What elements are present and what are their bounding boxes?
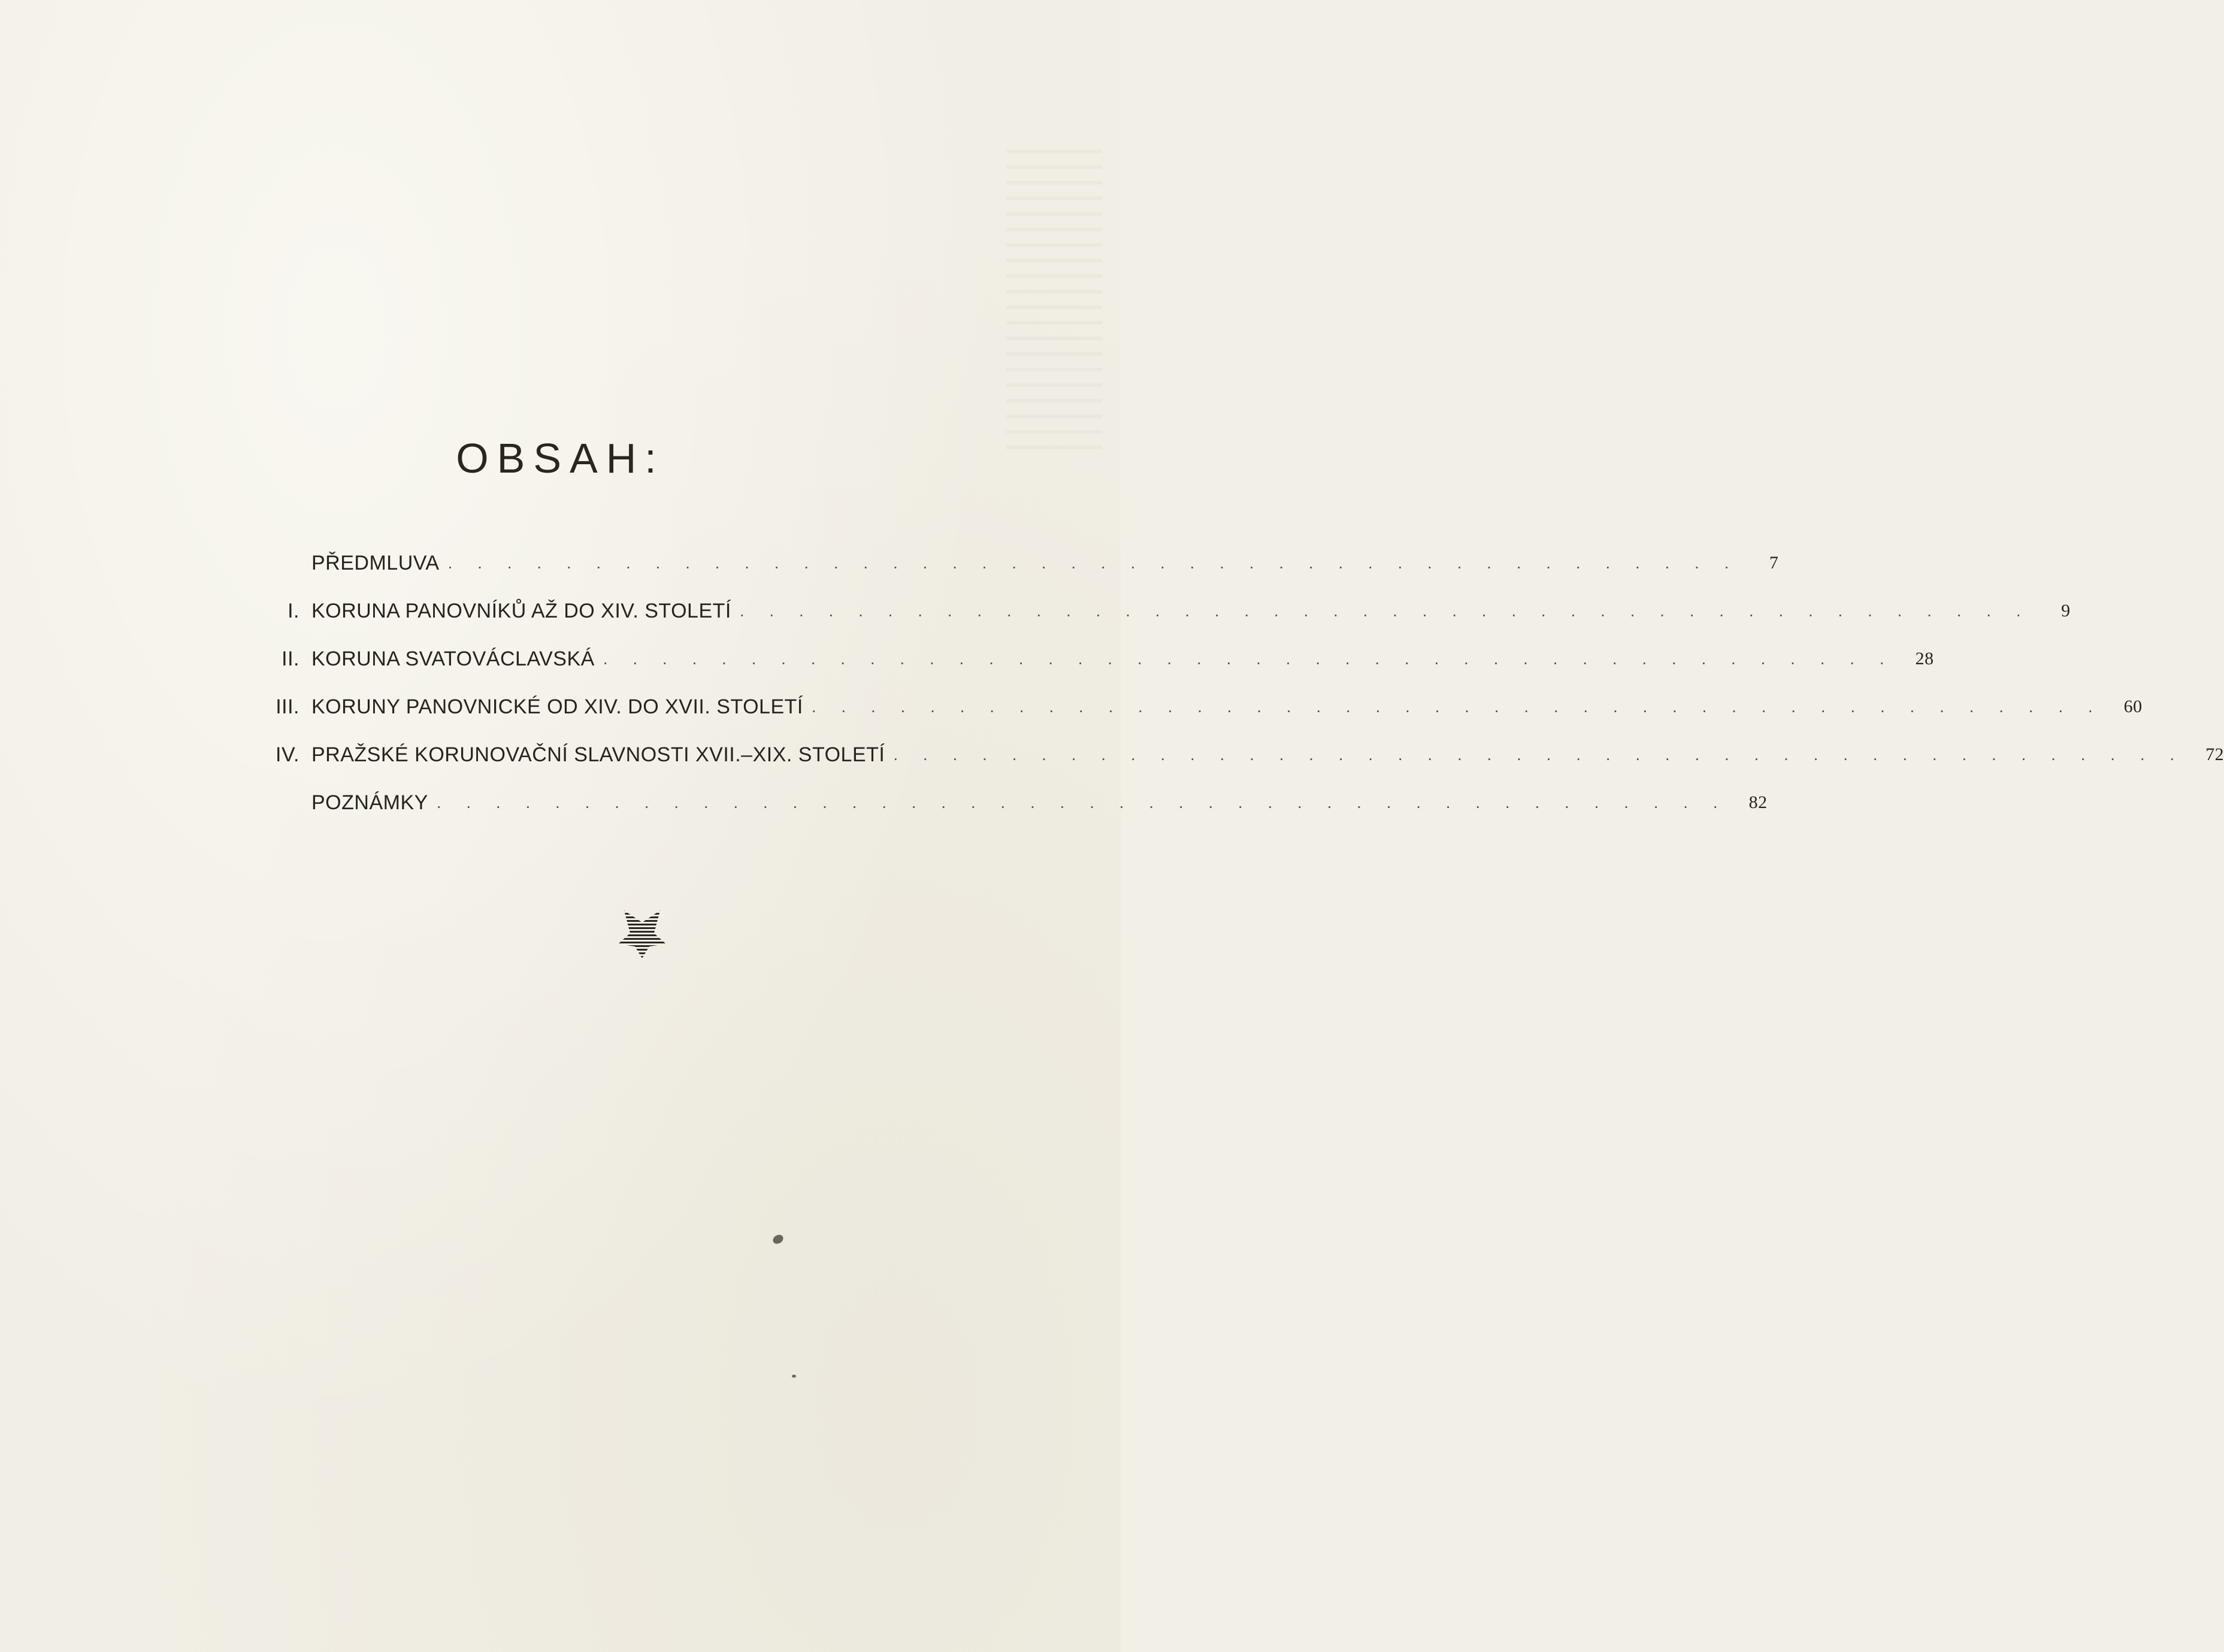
toc-page-number: 9 [2061,601,2071,621]
toc-numeral: IV. [276,743,299,766]
toc-entry [252,635,1934,683]
toc-label: PRAŽSKÉ KORUNOVAČNÍ SLAVNOSTI XVII.–XIX. STOLETÍ [311,743,885,766]
toc-entry [252,539,1779,587]
toc-label: KORUNA SVATOVÁCLAVSKÁ [311,647,595,670]
toc-entry [252,587,2071,635]
toc-entry [252,683,2143,731]
toc-page-number: 82 [1748,792,1768,812]
toc-numeral: I. [288,599,299,622]
toc-numeral: III. [276,695,299,718]
dot-leader: . . . . . . . . . . . . . . . . . . . . . . . . . . . . . . . . . . . . . . . . . . . . [739,601,2031,620]
paper-speck [792,1375,796,1378]
toc-label: KORUNY PANOVNICKÉ OD XIV. DO XVII. STOLETÍ [311,695,803,718]
dot-leader: . . . . . . . . . . . . . . . . . . . . . . . . . . . . . . . . . . . . . . . . . . . . [436,793,1728,812]
dot-leader: . . . . . . . . . . . . . . . . . . . . . . . . . . . . . . . . . . . . . . . . . . . . [893,745,2185,764]
toc-numeral: II. [282,647,299,670]
toc-entry [252,779,1768,827]
toc-page-number: 7 [1769,553,1779,573]
table-of-contents [252,539,2224,827]
dot-leader: . . . . . . . . . . . . . . . . . . . . . . . . . . . . . . . . . . . . . . . . . . . . [603,649,1895,668]
toc-page-number: 72 [2205,745,2224,764]
page-title: OBSAH: [456,435,665,482]
toc-page-number: 60 [2123,697,2143,716]
dot-leader: . . . . . . . . . . . . . . . . . . . . . . . . . . . . . . . . . . . . . . . . . . . . [447,553,1739,572]
star-ornament-icon [617,909,667,960]
toc-label: KORUNA PANOVNÍKŮ AŽ DO XIV. STOLETÍ [311,599,731,622]
toc-label: PŘEDMLUVA [311,551,440,574]
toc-page-number: 28 [1915,649,1934,668]
toc-label: POZNÁMKY [311,791,428,814]
show-through-text [1006,150,1102,449]
toc-entry [252,731,2224,779]
dot-leader: . . . . . . . . . . . . . . . . . . . . . . . . . . . . . . . . . . . . . . . . . . . . [811,697,2103,716]
paper-speck [771,1233,785,1245]
